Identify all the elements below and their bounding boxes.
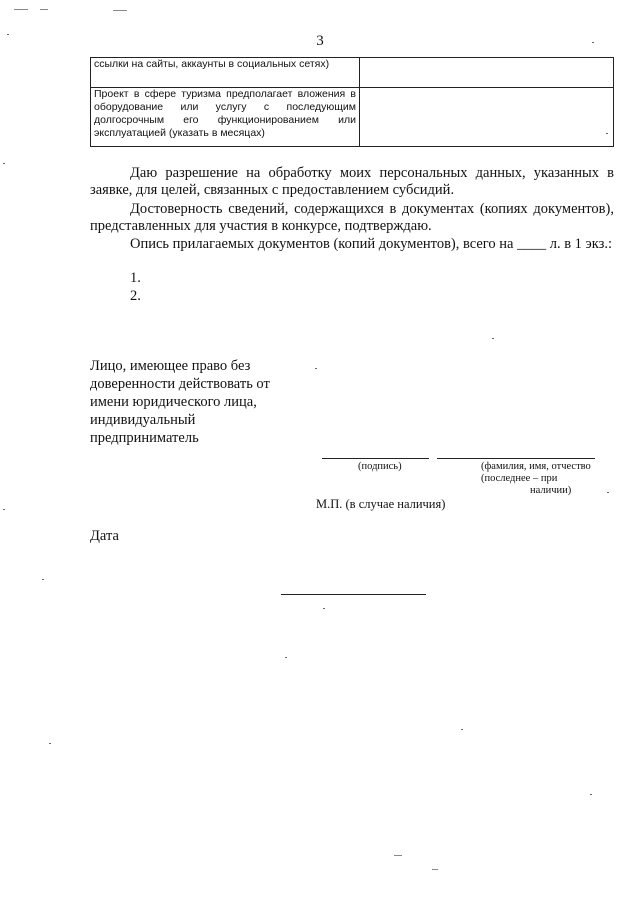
- signature-caption: (подпись): [358, 461, 402, 472]
- table-row: [91, 88, 614, 147]
- list-item: 1.: [130, 270, 141, 286]
- scan-artifact: [592, 42, 594, 43]
- table-cell-label: Проект в сфере туризма предполагает вложения в оборудование или услугу с последующим долгосрочным его функционированием или эксплуатацией (указать в месяцах): [91, 88, 360, 147]
- date-label: Дата: [90, 528, 119, 544]
- scan-artifact: [492, 338, 494, 339]
- scan-artifact: [590, 794, 592, 795]
- page-number: 3: [316, 33, 324, 49]
- scan-artifact: [14, 9, 28, 10]
- date-line[interactable]: [281, 594, 426, 595]
- name-caption: (фамилия, имя, отчество: [481, 461, 591, 472]
- scan-artifact: [323, 608, 325, 609]
- signature-line[interactable]: [322, 458, 429, 459]
- scan-artifact: [432, 869, 438, 870]
- name-caption: наличии): [530, 485, 572, 496]
- reliability-paragraph: Достоверность сведений, содержащихся в документах (копиях документов), представленных для участия в конкурсе, подтверждаю.: [90, 201, 614, 234]
- scan-artifact: [3, 509, 5, 510]
- scan-artifact: [607, 492, 609, 493]
- scan-artifact: [42, 579, 44, 580]
- scan-artifact: [461, 729, 463, 730]
- scan-artifact: [113, 10, 127, 11]
- list-item: 2.: [130, 288, 141, 304]
- stamp-label: М.П. (в случае наличия): [316, 497, 446, 511]
- scan-artifact: [394, 855, 402, 856]
- table-row: [91, 58, 614, 88]
- table-cell-value[interactable]: [360, 88, 614, 147]
- name-caption: (последнее – при: [481, 473, 558, 484]
- scan-artifact: [315, 368, 317, 369]
- name-line[interactable]: [437, 458, 595, 459]
- scan-artifact: [49, 743, 51, 744]
- scan-artifact: [285, 657, 287, 658]
- inventory-paragraph: Опись прилагаемых документов (копий документов), всего на ____ л. в 1 экз.:: [130, 236, 612, 252]
- table-cell-label: ссылки на сайты, аккаунты в социальных сетях): [91, 58, 360, 88]
- scan-artifact: [3, 163, 5, 164]
- table-cell-value[interactable]: [360, 58, 614, 88]
- scan-artifact: [606, 133, 608, 134]
- consent-paragraph: Даю разрешение на обработку моих персональных данных, указанных в заявке, для целей, связанных с предоставлением субсидий.: [90, 165, 614, 198]
- signer-label: Лицо, имеющее право без доверенности действовать от имени юридического лица, индивидуальный предприниматель: [90, 358, 270, 446]
- application-table: [90, 57, 614, 147]
- scan-artifact: [40, 9, 48, 10]
- scan-artifact: [7, 34, 9, 35]
